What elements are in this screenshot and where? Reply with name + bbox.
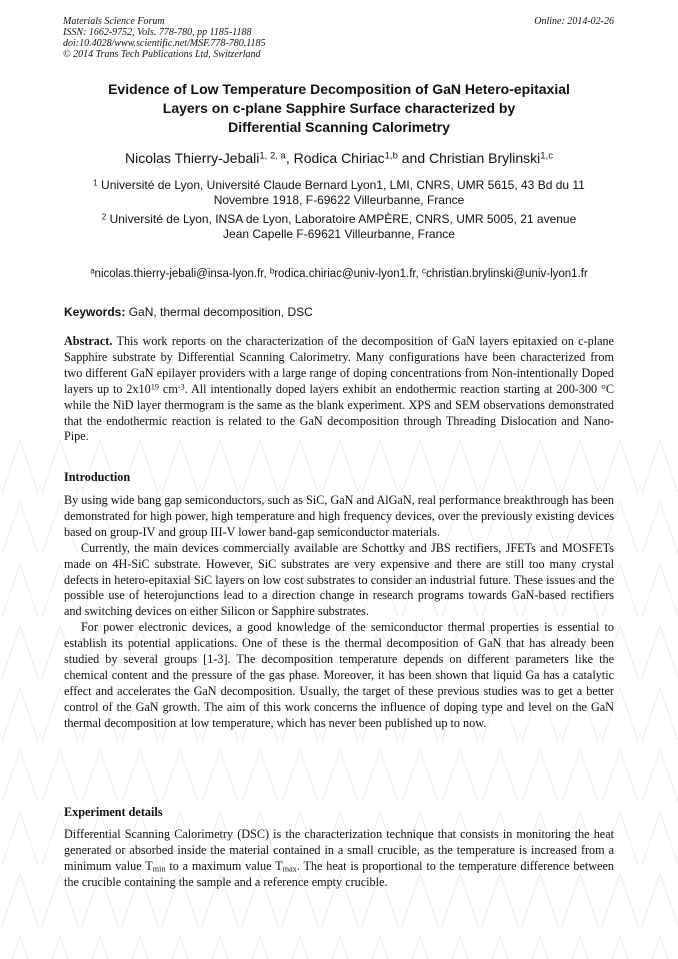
abstract-text: This work reports on the characterization of the decomposition of GaN layers epitaxied on c-plane Sapphire substrate by Differential Scanning Calorimetry. Many configurations have been characterized from two different GaN epilayer providers with a large range of doping concentrations from Non-intentionally Doped layers up to 2x10 xyxy=(64,334,614,396)
author-affiliation-mark: 1,c xyxy=(540,150,553,162)
paragraph-text: . The heat is proportional to the temperature difference between the crucible containing the sample and a reference empty crucible. xyxy=(64,858,614,889)
section-heading-experiment: Experiment details xyxy=(64,805,163,819)
keywords xyxy=(64,305,313,319)
author-affiliation-mark: 1, 2, a xyxy=(259,150,286,162)
subscript: min xyxy=(152,864,166,874)
affiliation-1 xyxy=(75,178,603,208)
paper-title xyxy=(40,80,638,137)
paragraph-text: Differential Scanning Calorimetry (DSC) is the characterization technique that consists in monitoring the heat generated or absorbed inside the material contained in a small crucible, as the temperature is increased from a minimum value T xyxy=(64,827,614,873)
email-link[interactable]: rodica.chiriac@univ-lyon1.fr xyxy=(274,268,416,280)
abstract xyxy=(64,334,614,445)
subscript: max xyxy=(282,864,297,874)
keywords-text: GaN, thermal decomposition, DSC xyxy=(128,305,313,319)
author-conjunction: and xyxy=(401,150,426,166)
journal-name: Materials Science Forum xyxy=(63,16,165,27)
author-list: Nicolas Thierry-Jebali$^{1, 2, a}$, Rodica Chiriac$^{1,b}$ and Christian Brylinski$^{1,c}$ xyxy=(125,150,553,166)
author-emails: $^a$nicolas.thierry-jebali@insa-lyon.fr, $^b$rodica.chiriac@univ-lyon1.fr, $^c$christian.brylinski@univ-lyon1.fr xyxy=(90,266,588,280)
copyright-line: © 2014 Trans Tech Publications Ltd, Switzerland xyxy=(63,49,261,60)
title-line: Differential Scanning Calorimetry xyxy=(228,119,450,135)
title-line: Layers on c-plane Sapphire Surface characterized by xyxy=(162,100,516,116)
section-heading-introduction: Introduction xyxy=(64,470,131,484)
affiliation-line: Université de Lyon, Université Claude Bernard Lyon1, LMI, CNRS, UMR 5615, 43 Bd du 11 xyxy=(101,178,585,192)
email-mark: b xyxy=(269,266,275,276)
author-name: Christian Brylinski xyxy=(429,150,541,166)
affiliation-number: 2 xyxy=(101,212,107,222)
author-name: Nicolas Thierry-Jebali xyxy=(125,150,260,166)
affiliation-number: 1 xyxy=(93,178,98,188)
abstract-text: . All intentionally doped layers exhibit an endothermic reaction starting at 200-300 °C while the NiD layer thermogram is the same as the blank experiment. XPS and SEM observations demonstrated that the endothermic reaction is related to the GaN decomposition through Threading Dislocation and Nano-Pipe. xyxy=(64,381,614,444)
issn-line: ISSN: 1662-9752, Vols. 778-780, pp 1185-1188 xyxy=(63,27,252,38)
email-mark: a xyxy=(90,266,95,276)
keywords-label: Keywords: xyxy=(64,305,126,319)
paragraph-text: to a maximum value T xyxy=(165,858,283,873)
paragraph: For power electronic devices, a good knowledge of the semiconductor thermal properties is essential to establish its potential applications. One of these is the thermal decomposition of GaN that has already been studied by several groups [1-3]. The decomposition temperature depends on different parameters like the chemical content and the pressure of the gas phase. Moreover, it has been shown that liquid Ga has a catalytic effect and accelerates the GaN decomposition. Usually, the target of these previous studies was to get a better control of the GaN growth. The aim of this work concerns the influence of doping type and level on the GaN thermal decomposition at low temperature, which has never been published up to now. xyxy=(64,620,614,730)
title-line: Evidence of Low Temperature Decomposition of GaN Hetero-epitaxial xyxy=(108,81,570,97)
paragraph: By using wide bang gap semiconductors, such as SiC, GaN and AlGaN, real performance breakthrough has been demonstrated for high power, high temperature and high frequency devices, over the previously existing devices based on group-IV and group III-V lower band-gap semiconductor materials. xyxy=(64,493,614,539)
author-name: Rodica Chiriac xyxy=(293,150,385,166)
email-link[interactable]: christian.brylinski@univ-lyon1.fr xyxy=(425,268,588,280)
abstract-unit: cm xyxy=(162,381,178,396)
experiment-section xyxy=(64,827,614,891)
email-mark: c xyxy=(422,266,426,276)
email-link[interactable]: nicolas.thierry-jebali@insa-lyon.fr xyxy=(94,268,264,280)
paragraph xyxy=(64,827,614,891)
affiliation-line: Novembre 1918, F-69622 Villeurbanne, France xyxy=(213,193,465,207)
introduction-section xyxy=(64,493,614,732)
affiliation-line: Université de Lyon, INSA de Lyon, Laboratoire AMPÈRE, CNRS, UMR 5005, 21 avenue xyxy=(109,212,577,226)
affiliation-line: Jean Capelle F-69621 Villeurbanne, France xyxy=(223,227,455,241)
abstract-exponent: 19 xyxy=(150,382,160,391)
journal-header xyxy=(63,16,266,60)
abstract-label: Abstract. xyxy=(64,334,113,348)
author-affiliation-mark: 1,b xyxy=(384,150,398,162)
online-date: Online: 2014-02-26 xyxy=(534,16,614,27)
paragraph: Currently, the main devices commercially available are Schottky and JBS rectifiers, JFETs and MOSFETs made on 4H-SiC substrate. However, SiC substrates are very expensive and there are still too many crystal defects in hetero-epitaxial SiC layers on low cost substrates to consider an industrial future. These issues and the possible use of heterojunctions lead to a direction change in research programs towards GaN-based rectifiers and switching devices on either Silicon or Sapphire substrates. xyxy=(64,540,614,619)
doi-line: doi:10.4028/www.scientific.net/MSF.778-780.1185 xyxy=(63,38,266,49)
affiliation-2 xyxy=(75,212,603,242)
abstract-exponent: -3 xyxy=(177,382,185,391)
